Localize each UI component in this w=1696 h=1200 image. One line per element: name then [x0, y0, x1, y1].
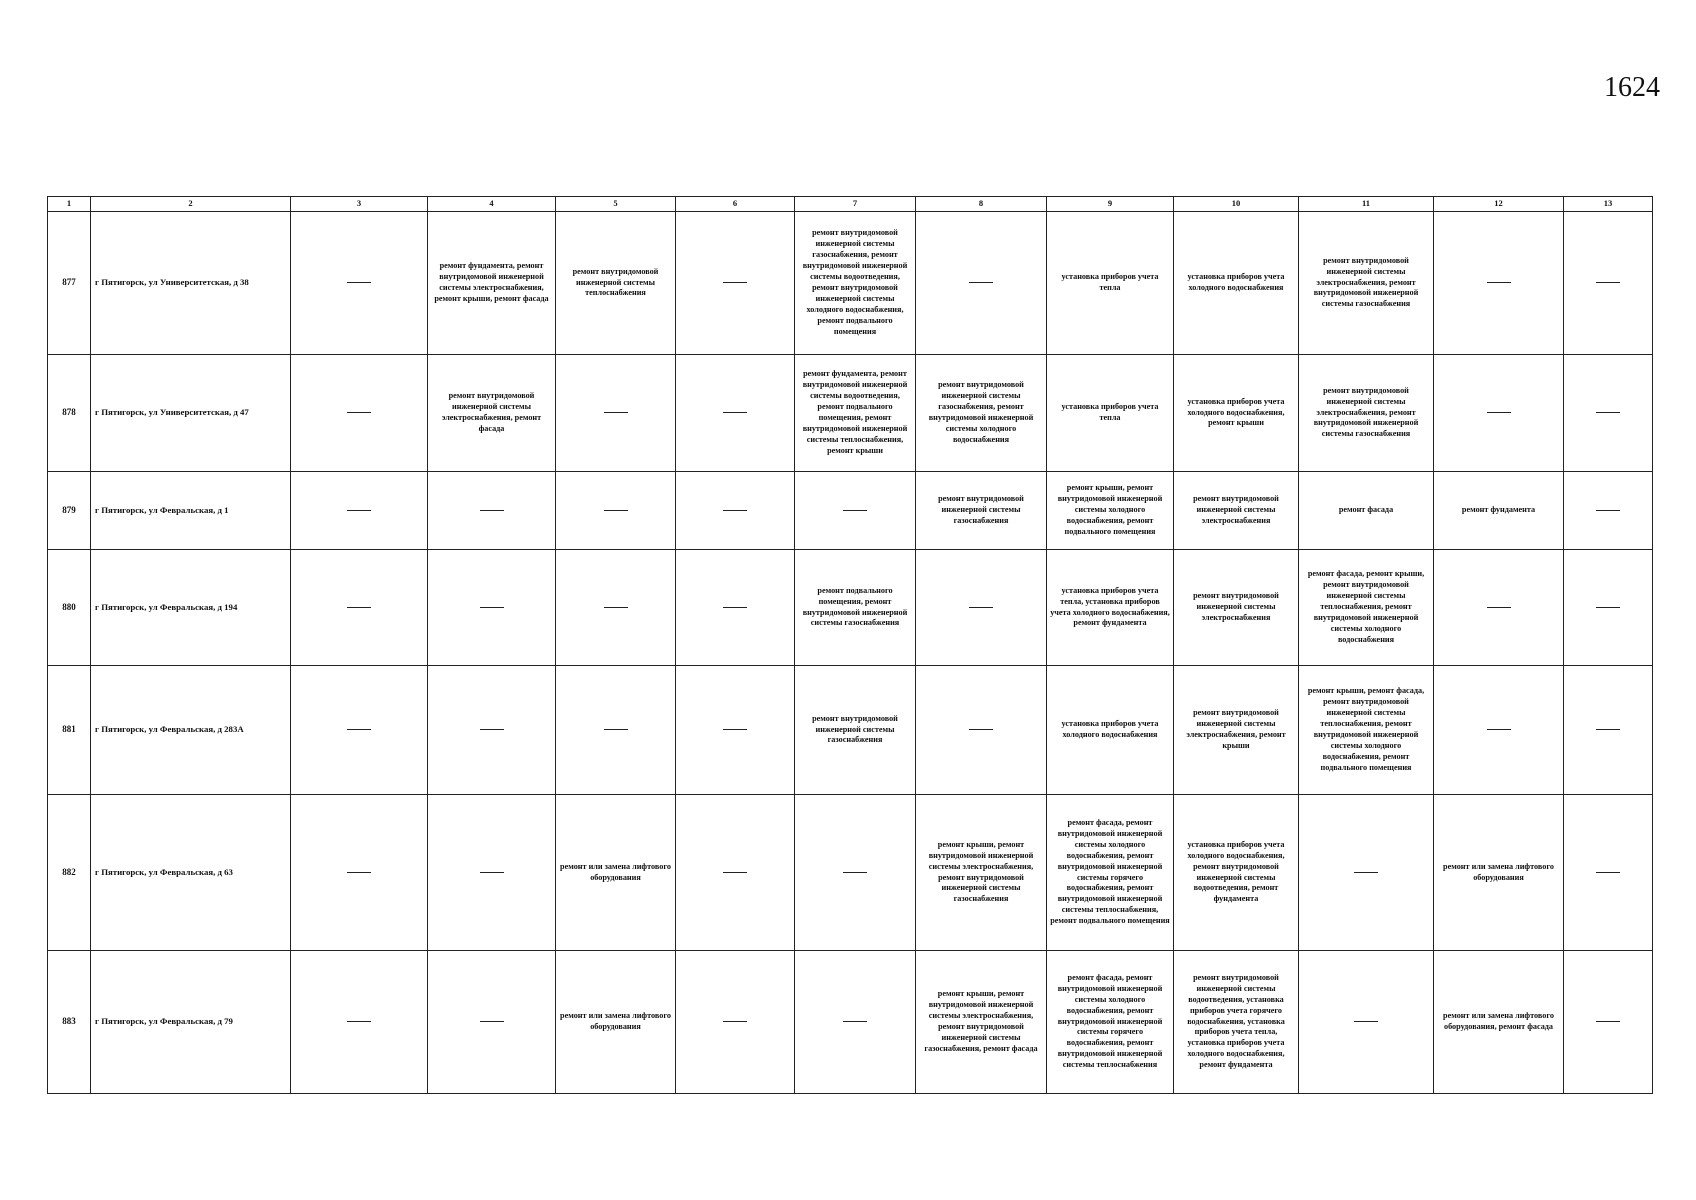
- empty-dash-icon: [1487, 412, 1511, 413]
- work-type-cell: установка приборов учета тепла, установка приборов учета холодного водоснабжения, ремонт фундамента: [1047, 550, 1174, 666]
- work-type-cell: ремонт крыши, ремонт внутридомовой инженерной системы электроснабжения, ремонт внутридомовой инженерной системы газоснабжения, ремонт фасада: [916, 951, 1047, 1094]
- empty-dash-icon: [1354, 872, 1378, 873]
- column-header-5: 5: [556, 197, 676, 212]
- empty-dash-icon: [843, 1021, 867, 1022]
- empty-dash-icon: [723, 282, 747, 283]
- work-type-cell: [291, 355, 428, 472]
- work-type-cell: [1564, 795, 1653, 951]
- row-number-cell: 883: [48, 951, 91, 1094]
- work-type-cell: [428, 472, 556, 550]
- empty-dash-icon: [1487, 282, 1511, 283]
- work-type-cell: [676, 355, 795, 472]
- column-header-4: 4: [428, 197, 556, 212]
- empty-dash-icon: [480, 1021, 504, 1022]
- work-type-cell: ремонт внутридомовой инженерной системы газоснабжения: [916, 472, 1047, 550]
- work-type-cell: [291, 795, 428, 951]
- work-type-cell: ремонт фасада, ремонт внутридомовой инженерной системы холодного водоснабжения, ремонт внутридомовой инженерной системы горячего водоснабжения, ремонт внутридомовой инженерной системы теплоснабжения: [1047, 951, 1174, 1094]
- table-row: [48, 795, 1653, 951]
- column-number-header-row: [48, 197, 1653, 212]
- table-body: [48, 212, 1653, 1094]
- work-type-cell: [676, 472, 795, 550]
- empty-dash-icon: [604, 729, 628, 730]
- repair-schedule-table: [47, 196, 1653, 1094]
- empty-dash-icon: [1596, 510, 1620, 511]
- work-type-cell: установка приборов учета холодного водоснабжения, ремонт внутридомовой инженерной системы водоотведения, ремонт фундамента: [1174, 795, 1299, 951]
- work-type-cell: ремонт подвального помещения, ремонт внутридомовой инженерной системы газоснабжения: [795, 550, 916, 666]
- column-header-9: 9: [1047, 197, 1174, 212]
- work-type-cell: [795, 472, 916, 550]
- work-type-cell: [1564, 212, 1653, 355]
- empty-dash-icon: [1596, 282, 1620, 283]
- row-number-cell: 880: [48, 550, 91, 666]
- work-type-cell: ремонт фундамента, ремонт внутридомовой инженерной системы электроснабжения, ремонт крыши, ремонт фасада: [428, 212, 556, 355]
- empty-dash-icon: [604, 510, 628, 511]
- empty-dash-icon: [723, 607, 747, 608]
- row-number-cell: 878: [48, 355, 91, 472]
- empty-dash-icon: [1596, 1021, 1620, 1022]
- work-type-cell: ремонт внутридомовой инженерной системы водоотведения, установка приборов учета горячего водоснабжения, установка приборов учета тепла, установка приборов учета холодного водоснабжения, ремонт фундамента: [1174, 951, 1299, 1094]
- address-cell: г Пятигорск, ул Февральская, д 79: [91, 951, 291, 1094]
- empty-dash-icon: [604, 412, 628, 413]
- work-type-cell: [1564, 355, 1653, 472]
- work-type-cell: [1299, 795, 1434, 951]
- column-header-13: 13: [1564, 197, 1653, 212]
- empty-dash-icon: [480, 510, 504, 511]
- address-cell: г Пятигорск, ул Университетская, д 47: [91, 355, 291, 472]
- empty-dash-icon: [969, 729, 993, 730]
- table-row: [48, 666, 1653, 795]
- empty-dash-icon: [1596, 412, 1620, 413]
- empty-dash-icon: [843, 872, 867, 873]
- work-type-cell: [1434, 212, 1564, 355]
- empty-dash-icon: [1487, 729, 1511, 730]
- work-type-cell: [676, 795, 795, 951]
- empty-dash-icon: [1596, 872, 1620, 873]
- work-type-cell: установка приборов учета холодного водоснабжения: [1047, 666, 1174, 795]
- work-type-cell: [291, 550, 428, 666]
- empty-dash-icon: [969, 282, 993, 283]
- work-type-cell: [556, 666, 676, 795]
- empty-dash-icon: [1596, 607, 1620, 608]
- column-header-2: 2: [91, 197, 291, 212]
- page-number: 1624: [1604, 72, 1660, 103]
- work-type-cell: [676, 951, 795, 1094]
- work-type-cell: [1434, 355, 1564, 472]
- work-type-cell: [1564, 472, 1653, 550]
- work-type-cell: [1564, 666, 1653, 795]
- address-cell: г Пятигорск, ул Февральская, д 63: [91, 795, 291, 951]
- column-header-11: 11: [1299, 197, 1434, 212]
- address-cell: г Пятигорск, ул Февральская, д 283А: [91, 666, 291, 795]
- work-type-cell: ремонт внутридомовой инженерной системы газоснабжения: [795, 666, 916, 795]
- work-type-cell: ремонт или замена лифтового оборудования, ремонт фасада: [1434, 951, 1564, 1094]
- empty-dash-icon: [480, 872, 504, 873]
- work-type-cell: ремонт крыши, ремонт внутридомовой инженерной системы холодного водоснабжения, ремонт подвального помещения: [1047, 472, 1174, 550]
- address-cell: г Пятигорск, ул Февральская, д 1: [91, 472, 291, 550]
- work-type-cell: ремонт внутридомовой инженерной системы электроснабжения, ремонт внутридомовой инженерной системы газоснабжения: [1299, 212, 1434, 355]
- work-type-cell: [556, 550, 676, 666]
- work-type-cell: [428, 666, 556, 795]
- work-type-cell: [916, 666, 1047, 795]
- empty-dash-icon: [604, 607, 628, 608]
- work-type-cell: установка приборов учета холодного водоснабжения: [1174, 212, 1299, 355]
- empty-dash-icon: [723, 510, 747, 511]
- table-row: [48, 212, 1653, 355]
- work-type-cell: ремонт внутридомовой инженерной системы газоснабжения, ремонт внутридомовой инженерной системы водоотведения, ремонт внутридомовой инженерной системы холодного водоснабжения, ремонт подвального помещения: [795, 212, 916, 355]
- empty-dash-icon: [347, 1021, 371, 1022]
- work-type-cell: [291, 951, 428, 1094]
- work-type-cell: [676, 212, 795, 355]
- work-type-cell: [556, 355, 676, 472]
- empty-dash-icon: [347, 872, 371, 873]
- work-type-cell: установка приборов учета тепла: [1047, 355, 1174, 472]
- column-header-1: 1: [48, 197, 91, 212]
- work-type-cell: [916, 212, 1047, 355]
- work-type-cell: ремонт или замена лифтового оборудования: [556, 951, 676, 1094]
- address-cell: г Пятигорск, ул Февральская, д 194: [91, 550, 291, 666]
- column-header-6: 6: [676, 197, 795, 212]
- column-header-7: 7: [795, 197, 916, 212]
- work-type-cell: [676, 550, 795, 666]
- work-type-cell: [795, 951, 916, 1094]
- work-type-cell: ремонт фундамента, ремонт внутридомовой инженерной системы водоотведения, ремонт подвального помещения, ремонт внутридомовой инженерной системы теплоснабжения, ремонт крыши: [795, 355, 916, 472]
- row-number-cell: 877: [48, 212, 91, 355]
- work-type-cell: [1564, 951, 1653, 1094]
- work-type-cell: ремонт внутридомовой инженерной системы электроснабжения: [1174, 550, 1299, 666]
- work-type-cell: [1434, 666, 1564, 795]
- empty-dash-icon: [480, 729, 504, 730]
- work-type-cell: ремонт внутридомовой инженерной системы электроснабжения, ремонт внутридомовой инженерной системы газоснабжения: [1299, 355, 1434, 472]
- empty-dash-icon: [723, 412, 747, 413]
- work-type-cell: ремонт внутридомовой инженерной системы электроснабжения, ремонт крыши: [1174, 666, 1299, 795]
- empty-dash-icon: [723, 729, 747, 730]
- work-type-cell: ремонт фасада: [1299, 472, 1434, 550]
- work-type-cell: ремонт фундамента: [1434, 472, 1564, 550]
- empty-dash-icon: [1354, 1021, 1378, 1022]
- empty-dash-icon: [1596, 729, 1620, 730]
- empty-dash-icon: [347, 729, 371, 730]
- work-type-cell: ремонт внутридомовой инженерной системы газоснабжения, ремонт внутридомовой инженерной системы холодного водоснабжения: [916, 355, 1047, 472]
- empty-dash-icon: [347, 282, 371, 283]
- work-type-cell: установка приборов учета тепла: [1047, 212, 1174, 355]
- work-type-cell: ремонт или замена лифтового оборудования: [1434, 795, 1564, 951]
- work-type-cell: ремонт фасада, ремонт крыши, ремонт внутридомовой инженерной системы теплоснабжения, ремонт внутридомовой инженерной системы холодного водоснабжения: [1299, 550, 1434, 666]
- empty-dash-icon: [347, 412, 371, 413]
- column-header-12: 12: [1434, 197, 1564, 212]
- work-type-cell: ремонт внутридомовой инженерной системы электроснабжения: [1174, 472, 1299, 550]
- work-type-cell: [291, 666, 428, 795]
- work-type-cell: ремонт внутридомовой инженерной системы теплоснабжения: [556, 212, 676, 355]
- table-row: [48, 550, 1653, 666]
- column-header-8: 8: [916, 197, 1047, 212]
- empty-dash-icon: [723, 1021, 747, 1022]
- work-type-cell: [291, 212, 428, 355]
- row-number-cell: 879: [48, 472, 91, 550]
- empty-dash-icon: [480, 607, 504, 608]
- empty-dash-icon: [723, 872, 747, 873]
- work-type-cell: ремонт крыши, ремонт внутридомовой инженерной системы электроснабжения, ремонт внутридомовой инженерной системы газоснабжения: [916, 795, 1047, 951]
- work-type-cell: ремонт внутридомовой инженерной системы электроснабжения, ремонт фасада: [428, 355, 556, 472]
- empty-dash-icon: [1487, 607, 1511, 608]
- work-type-cell: ремонт фасада, ремонт внутридомовой инженерной системы холодного водоснабжения, ремонт внутридомовой инженерной системы горячего водоснабжения, ремонт внутридомовой инженерной системы теплоснабжения, ремонт подвального помещения: [1047, 795, 1174, 951]
- table-row: [48, 355, 1653, 472]
- work-type-cell: [291, 472, 428, 550]
- row-number-cell: 881: [48, 666, 91, 795]
- empty-dash-icon: [843, 510, 867, 511]
- work-type-cell: [1299, 951, 1434, 1094]
- work-type-cell: [676, 666, 795, 795]
- work-type-cell: [1434, 550, 1564, 666]
- work-type-cell: [556, 472, 676, 550]
- column-header-3: 3: [291, 197, 428, 212]
- table-row: [48, 951, 1653, 1094]
- table-row: [48, 472, 1653, 550]
- work-type-cell: [916, 550, 1047, 666]
- empty-dash-icon: [347, 510, 371, 511]
- address-cell: г Пятигорск, ул Университетская, д 38: [91, 212, 291, 355]
- column-header-10: 10: [1174, 197, 1299, 212]
- row-number-cell: 882: [48, 795, 91, 951]
- work-type-cell: [428, 550, 556, 666]
- work-type-cell: установка приборов учета холодного водоснабжения, ремонт крыши: [1174, 355, 1299, 472]
- work-type-cell: ремонт крыши, ремонт фасада, ремонт внутридомовой инженерной системы теплоснабжения, ремонт внутридомовой инженерной системы холодного водоснабжения, ремонт подвального помещения: [1299, 666, 1434, 795]
- work-type-cell: [1564, 550, 1653, 666]
- empty-dash-icon: [347, 607, 371, 608]
- work-type-cell: ремонт или замена лифтового оборудования: [556, 795, 676, 951]
- work-type-cell: [795, 795, 916, 951]
- work-type-cell: [428, 795, 556, 951]
- work-type-cell: [428, 951, 556, 1094]
- empty-dash-icon: [969, 607, 993, 608]
